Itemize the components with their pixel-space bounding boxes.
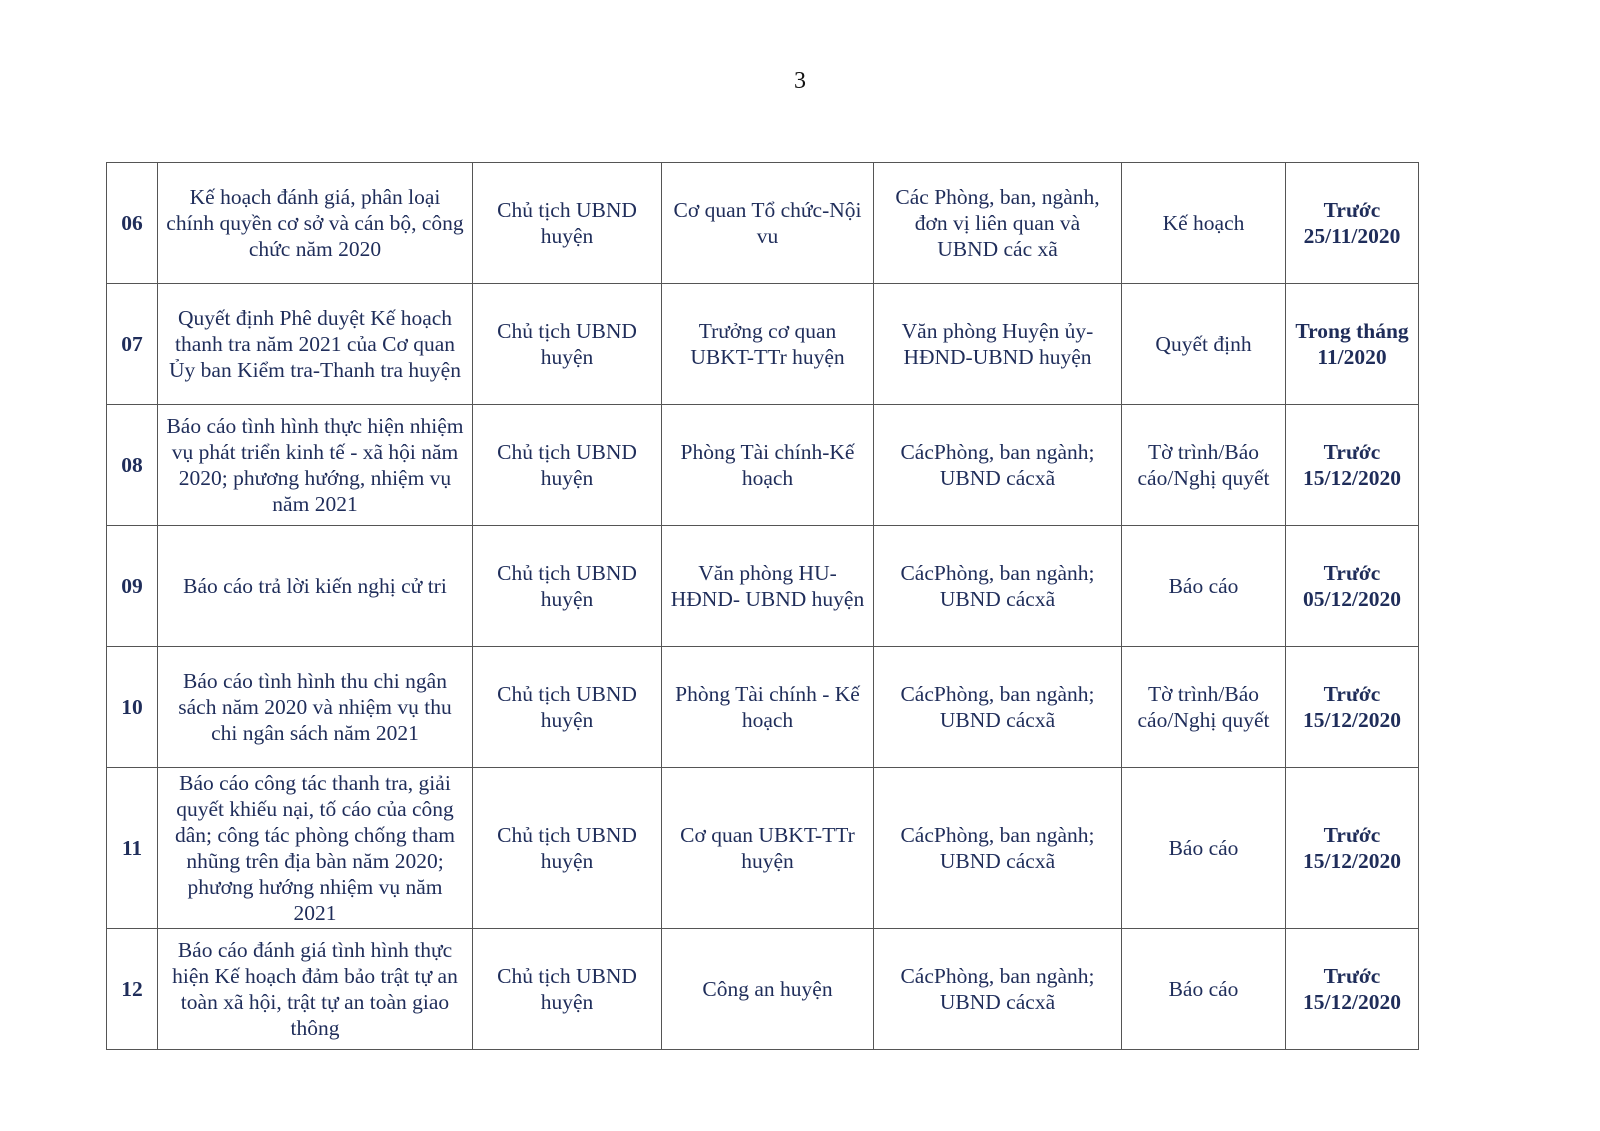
table-row (107, 768, 1419, 929)
row-number: 09 (107, 526, 158, 647)
document-type: Tờ trình/Báo cáo/Nghị quyết (1122, 405, 1286, 526)
row-number: 06 (107, 163, 158, 284)
deadline: Trước 15/12/2020 (1286, 405, 1419, 526)
coordinating-agencies: CácPhòng, ban ngành; UBND cácxã (874, 647, 1122, 768)
lead-agency: Cơ quan Tổ chức-Nội vu (662, 163, 874, 284)
approving-authority: Chủ tịch UBND huyện (473, 526, 662, 647)
table-row (107, 647, 1419, 768)
row-number: 10 (107, 647, 158, 768)
approving-authority: Chủ tịch UBND huyện (473, 284, 662, 405)
approving-authority: Chủ tịch UBND huyện (473, 929, 662, 1050)
lead-agency: Công an huyện (662, 929, 874, 1050)
approving-authority: Chủ tịch UBND huyện (473, 768, 662, 929)
task-content: Báo cáo tình hình thu chi ngân sách năm 2020 và nhiệm vụ thu chi ngân sách năm 2021 (158, 647, 473, 768)
task-content: Báo cáo trả lời kiến nghị cử tri (158, 526, 473, 647)
row-number: 11 (107, 768, 158, 929)
document-type: Báo cáo (1122, 929, 1286, 1050)
deadline: Trong tháng 11/2020 (1286, 284, 1419, 405)
deadline: Trước 25/11/2020 (1286, 163, 1419, 284)
task-content: Kế hoạch đánh giá, phân loại chính quyền cơ sở và cán bộ, công chức năm 2020 (158, 163, 473, 284)
page-number: 3 (794, 68, 806, 94)
task-content: Quyết định Phê duyệt Kế hoạch thanh tra năm 2021 của Cơ quan Ủy ban Kiểm tra-Thanh tra huyện (158, 284, 473, 405)
approving-authority: Chủ tịch UBND huyện (473, 647, 662, 768)
row-number: 12 (107, 929, 158, 1050)
document-type: Tờ trình/Báo cáo/Nghị quyết (1122, 647, 1286, 768)
coordinating-agencies: CácPhòng, ban ngành; UBND cácxã (874, 405, 1122, 526)
task-content: Báo cáo tình hình thực hiện nhiệm vụ phát triển kinh tế - xã hội năm 2020; phương hướng, nhiệm vụ năm 2021 (158, 405, 473, 526)
table-row (107, 163, 1419, 284)
lead-agency: Cơ quan UBKT-TTr huyện (662, 768, 874, 929)
table-row (107, 526, 1419, 647)
work-plan-table (106, 162, 1419, 1050)
lead-agency: Phòng Tài chính - Kế hoạch (662, 647, 874, 768)
deadline: Trước 05/12/2020 (1286, 526, 1419, 647)
table-row (107, 405, 1419, 526)
coordinating-agencies: Các Phòng, ban, ngành, đơn vị liên quan và UBND các xã (874, 163, 1122, 284)
approving-authority: Chủ tịch UBND huyện (473, 163, 662, 284)
document-type: Kế hoạch (1122, 163, 1286, 284)
coordinating-agencies: Văn phòng Huyện ủy-HĐND-UBND huyện (874, 284, 1122, 405)
deadline: Trước 15/12/2020 (1286, 647, 1419, 768)
deadline: Trước 15/12/2020 (1286, 768, 1419, 929)
coordinating-agencies: CácPhòng, ban ngành; UBND cácxã (874, 929, 1122, 1050)
task-content: Báo cáo công tác thanh tra, giải quyết khiếu nại, tố cáo của công dân; công tác phòng chống tham nhũng trên địa bàn năm 2020; phương hướng nhiệm vụ năm 2021 (158, 768, 473, 929)
row-number: 07 (107, 284, 158, 405)
table-row (107, 284, 1419, 405)
deadline: Trước 15/12/2020 (1286, 929, 1419, 1050)
table-row (107, 929, 1419, 1050)
coordinating-agencies: CácPhòng, ban ngành; UBND cácxã (874, 768, 1122, 929)
document-type: Báo cáo (1122, 526, 1286, 647)
task-content: Báo cáo đánh giá tình hình thực hiện Kế hoạch đảm bảo trật tự an toàn xã hội, trật tự an toàn giao thông (158, 929, 473, 1050)
coordinating-agencies: CácPhòng, ban ngành; UBND cácxã (874, 526, 1122, 647)
approving-authority: Chủ tịch UBND huyện (473, 405, 662, 526)
row-number: 08 (107, 405, 158, 526)
document-type: Báo cáo (1122, 768, 1286, 929)
document-type: Quyết định (1122, 284, 1286, 405)
lead-agency: Trưởng cơ quan UBKT-TTr huyện (662, 284, 874, 405)
lead-agency: Văn phòng HU-HĐND- UBND huyện (662, 526, 874, 647)
lead-agency: Phòng Tài chính-Kế hoạch (662, 405, 874, 526)
